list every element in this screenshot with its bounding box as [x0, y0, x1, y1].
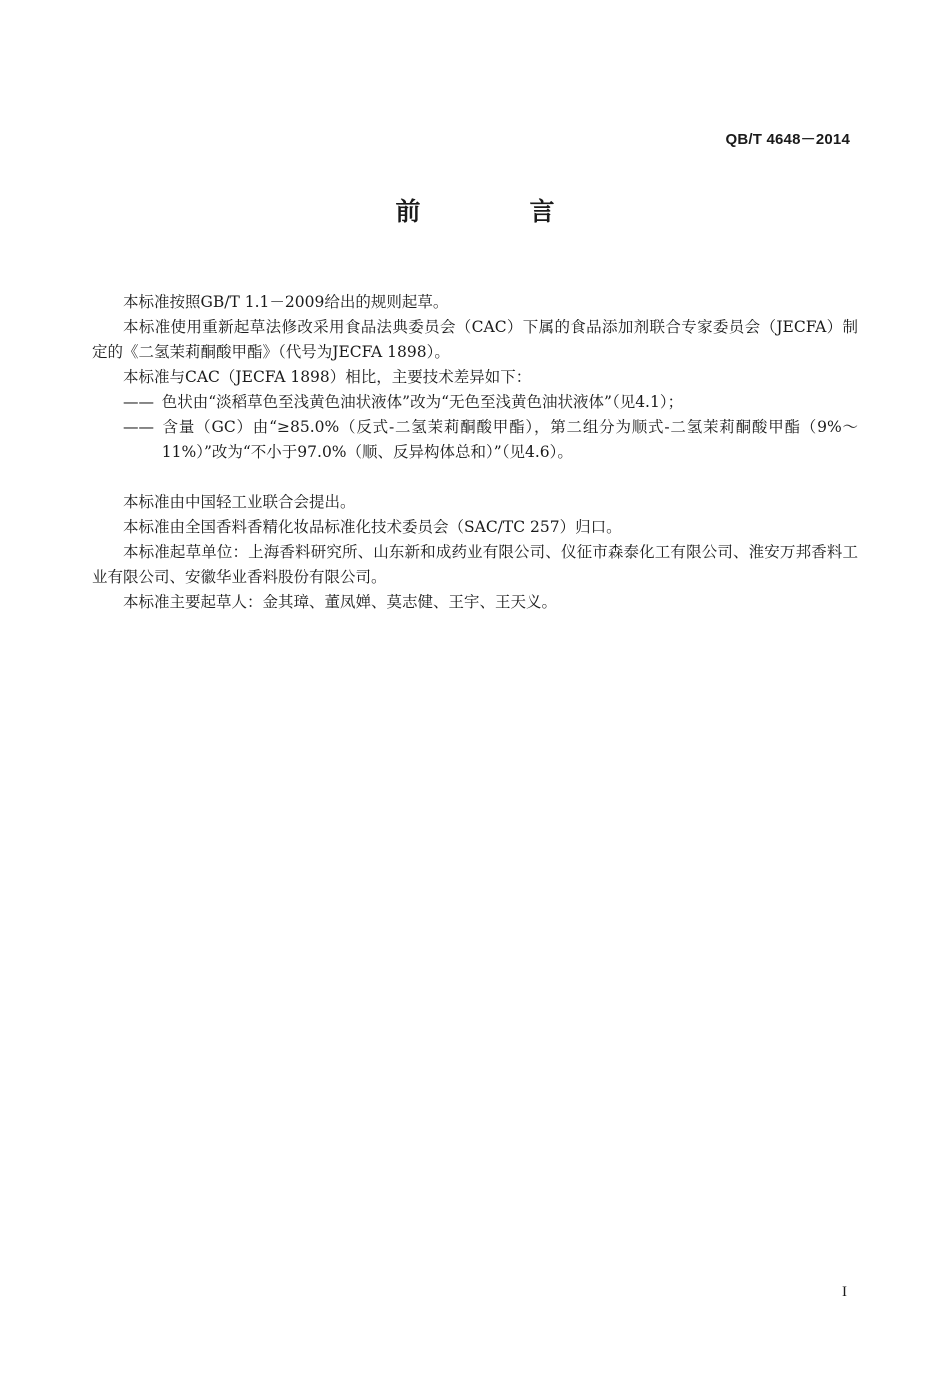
- standard-code: QB/T 4648－2014: [725, 131, 850, 148]
- paragraph-drafting-units: 本标准起草单位：上海香料研究所、山东新和成药业有限公司、仪征市森泰化工有限公司、淮安万邦香料工业有限公司、安徽华业香料股份有限公司。: [92, 543, 858, 586]
- paragraph-administration: 本标准由全国香料香精化妆品标准化技术委员会（SAC/TC 257）归口。: [123, 518, 622, 536]
- paragraph-proposer: 本标准由中国轻工业联合会提出。: [123, 493, 356, 511]
- paragraph-differences: 本标准与CAC（JECFA 1898）相比，主要技术差异如下：: [123, 368, 532, 386]
- dash-marker: ——: [123, 418, 154, 436]
- foreword-body: [92, 290, 858, 615]
- paragraph-drafters: 本标准主要起草人：金其璋、董凤婵、莫志健、王宇、王天义。: [123, 593, 558, 611]
- list-item-text: 色状由“淡稻草色至浅黄色油状液体”改为“无色至浅黄色油状液体”（见4.1）；: [161, 393, 684, 411]
- page-number: I: [842, 1284, 847, 1300]
- list-item-text: 含量（GC）由“≥85.0%（反式-二氢茉莉酮酸甲酯），第二组分为顺式-二氢茉莉酮酸甲酯（9%～11%）”改为“不小于97.0%（顺、反异构体总和）”（见4.6）。: [161, 418, 858, 461]
- list-item: [92, 390, 858, 415]
- dash-marker: ——: [123, 393, 154, 411]
- list-item: [92, 415, 858, 465]
- paragraph-gap: [92, 465, 858, 490]
- paragraph-adoption: 本标准使用重新起草法修改采用食品法典委员会（CAC）下属的食品添加剂联合专家委员会（JECFA）制定的《二氢茉莉酮酸甲酯》（代号为JECFA 1898）。: [92, 318, 858, 361]
- page-title: 前 言: [395, 197, 597, 226]
- paragraph-drafting-rules: 本标准按照GB/T 1.1－2009给出的规则起草。: [123, 293, 449, 311]
